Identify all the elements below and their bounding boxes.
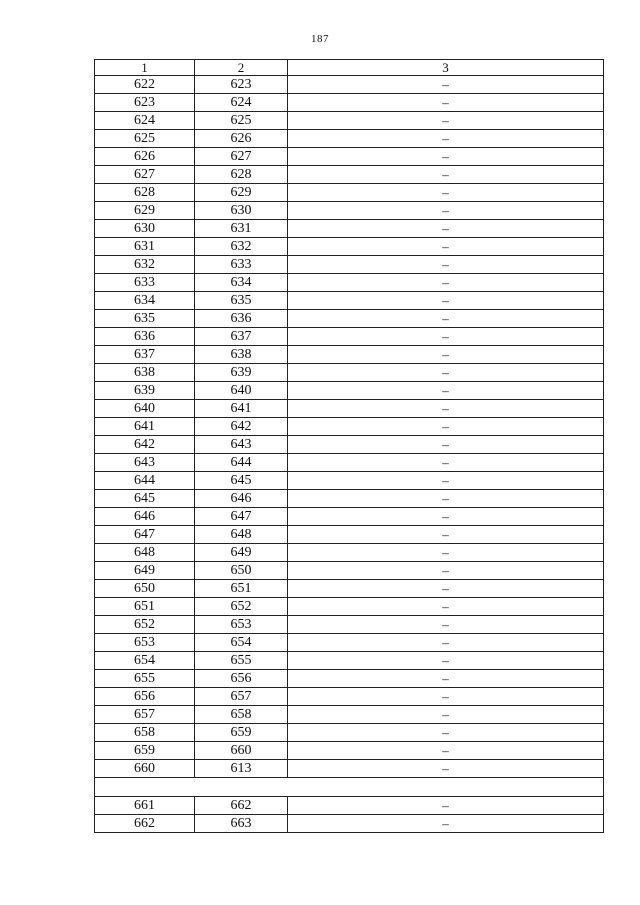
table-cell-col-3: –: [288, 598, 604, 616]
column-header-3: 3: [288, 60, 604, 76]
table-cell-col-1: 628: [95, 184, 195, 202]
table-cell-col-2: 658: [195, 706, 288, 724]
column-header-2: 2: [195, 60, 288, 76]
table-cell-col-3: –: [288, 670, 604, 688]
table-row: [95, 292, 604, 310]
table-cell-col-1: 633: [95, 274, 195, 292]
table-cell-col-1: 631: [95, 238, 195, 256]
table-cell-col-3: –: [288, 436, 604, 454]
table-row: [95, 130, 604, 148]
table-cell-col-1: 637: [95, 346, 195, 364]
table-cell-col-3: –: [288, 346, 604, 364]
table-row: [95, 544, 604, 562]
table-cell-col-2: 626: [195, 130, 288, 148]
table-cell-col-2: 643: [195, 436, 288, 454]
table-cell-col-1: 641: [95, 418, 195, 436]
table-row: [95, 220, 604, 238]
table-row: [95, 580, 604, 598]
table-cell-col-3: –: [288, 815, 604, 833]
table-cell-col-1: 659: [95, 742, 195, 760]
table-row: [95, 94, 604, 112]
data-table: [94, 59, 604, 833]
table-cell-col-2: 629: [195, 184, 288, 202]
table-cell-col-1: 632: [95, 256, 195, 274]
table-cell-col-3: –: [288, 364, 604, 382]
table-row: [95, 382, 604, 400]
table-cell-col-3: –: [288, 688, 604, 706]
table-cell-col-3: –: [288, 292, 604, 310]
table-cell-col-2: 637: [195, 328, 288, 346]
table-row: [95, 526, 604, 544]
table-cell-col-2: 662: [195, 797, 288, 815]
table-cell-col-1: 648: [95, 544, 195, 562]
table-cell-col-1: 645: [95, 490, 195, 508]
table-cell-col-1: 627: [95, 166, 195, 184]
table-cell-col-1: 636: [95, 328, 195, 346]
table-cell-col-1: 639: [95, 382, 195, 400]
table-row: [95, 202, 604, 220]
table-cell-col-2: 627: [195, 148, 288, 166]
table-cell-col-1: 644: [95, 472, 195, 490]
table-cell-col-2: 638: [195, 346, 288, 364]
table-row: [95, 652, 604, 670]
table-cell-col-1: 635: [95, 310, 195, 328]
table-row: [95, 346, 604, 364]
table-separator-row: [95, 778, 604, 797]
table-row: [95, 76, 604, 94]
table-cell-col-3: –: [288, 76, 604, 94]
table-cell-col-2: 641: [195, 400, 288, 418]
table-row: [95, 256, 604, 274]
table-row: [95, 184, 604, 202]
table-cell-col-2: 660: [195, 742, 288, 760]
table-cell-col-2: 663: [195, 815, 288, 833]
table-cell-col-3: –: [288, 166, 604, 184]
table-cell-col-1: 642: [95, 436, 195, 454]
table-cell-col-2: 648: [195, 526, 288, 544]
table-cell-col-2: 624: [195, 94, 288, 112]
table-cell-col-2: 647: [195, 508, 288, 526]
table-cell-col-1: 625: [95, 130, 195, 148]
table-cell-col-3: –: [288, 238, 604, 256]
table-cell-col-3: –: [288, 328, 604, 346]
table-row: [95, 418, 604, 436]
table-row: [95, 797, 604, 815]
page-number: 187: [311, 33, 329, 45]
table-cell-col-2: 623: [195, 76, 288, 94]
table-row: [95, 724, 604, 742]
table-cell-col-1: 656: [95, 688, 195, 706]
table-cell-col-3: –: [288, 724, 604, 742]
table-row: [95, 670, 604, 688]
table-cell-col-3: –: [288, 742, 604, 760]
table-cell-col-3: –: [288, 220, 604, 238]
table-cell-col-1: 653: [95, 634, 195, 652]
table-cell-col-1: 629: [95, 202, 195, 220]
table-row: [95, 400, 604, 418]
table-cell-col-3: –: [288, 202, 604, 220]
table-cell-col-1: 661: [95, 797, 195, 815]
table-cell-col-3: –: [288, 797, 604, 815]
table-row: [95, 742, 604, 760]
table-row: [95, 454, 604, 472]
table-cell-col-3: –: [288, 400, 604, 418]
table-cell-col-2: 636: [195, 310, 288, 328]
table-cell-col-2: 642: [195, 418, 288, 436]
table-cell-col-1: 647: [95, 526, 195, 544]
table-cell-col-2: 633: [195, 256, 288, 274]
table-row: [95, 598, 604, 616]
table-cell-col-3: –: [288, 310, 604, 328]
table-cell-col-1: 634: [95, 292, 195, 310]
table-cell-col-1: 626: [95, 148, 195, 166]
table-row: [95, 328, 604, 346]
table-cell-col-1: 623: [95, 94, 195, 112]
table-cell-col-1: 638: [95, 364, 195, 382]
table-cell-col-3: –: [288, 130, 604, 148]
table-row: [95, 148, 604, 166]
table-cell-col-1: 654: [95, 652, 195, 670]
table-cell-col-1: 649: [95, 562, 195, 580]
table-row: [95, 310, 604, 328]
table-cell-col-1: 630: [95, 220, 195, 238]
table-cell-col-1: 652: [95, 616, 195, 634]
table-cell-col-2: 659: [195, 724, 288, 742]
table-cell-col-1: 660: [95, 760, 195, 778]
table-row: [95, 760, 604, 778]
table-cell-col-2: 652: [195, 598, 288, 616]
column-header-1: 1: [95, 60, 195, 76]
table-cell-col-3: –: [288, 274, 604, 292]
table-cell-col-2: 628: [195, 166, 288, 184]
table-cell-col-3: –: [288, 256, 604, 274]
table-row: [95, 274, 604, 292]
table-row: [95, 238, 604, 256]
table-cell-col-2: 644: [195, 454, 288, 472]
table-cell-col-1: 624: [95, 112, 195, 130]
table-cell-col-3: –: [288, 382, 604, 400]
table-row: [95, 706, 604, 724]
table-cell-col-1: 662: [95, 815, 195, 833]
table-row: [95, 490, 604, 508]
table-cell-col-3: –: [288, 760, 604, 778]
table-row: [95, 616, 604, 634]
table-cell-col-2: 634: [195, 274, 288, 292]
table-cell-col-3: –: [288, 454, 604, 472]
table-row: [95, 634, 604, 652]
table-cell-col-3: –: [288, 652, 604, 670]
table-cell-col-3: –: [288, 418, 604, 436]
table-cell-col-2: 640: [195, 382, 288, 400]
table-cell-col-3: –: [288, 544, 604, 562]
table-cell-col-2: 635: [195, 292, 288, 310]
table-row: [95, 166, 604, 184]
table-row: [95, 562, 604, 580]
table-cell-col-2: 630: [195, 202, 288, 220]
table-cell-col-1: 640: [95, 400, 195, 418]
table-cell-col-1: 651: [95, 598, 195, 616]
table-cell-col-2: 649: [195, 544, 288, 562]
table-cell-col-2: 625: [195, 112, 288, 130]
table-cell-col-3: –: [288, 526, 604, 544]
table-row: [95, 508, 604, 526]
table-cell-col-2: 632: [195, 238, 288, 256]
table-cell-col-1: 650: [95, 580, 195, 598]
table-cell-col-2: 631: [195, 220, 288, 238]
table-cell-col-1: 655: [95, 670, 195, 688]
table-cell-col-2: 646: [195, 490, 288, 508]
table-row: [95, 364, 604, 382]
table-cell-col-1: 646: [95, 508, 195, 526]
table-cell-col-2: 655: [195, 652, 288, 670]
table-cell-col-3: –: [288, 562, 604, 580]
table-row: [95, 815, 604, 833]
table-cell-col-3: –: [288, 706, 604, 724]
table-cell-col-3: –: [288, 112, 604, 130]
table-cell-col-2: 656: [195, 670, 288, 688]
separator-cell: [95, 778, 604, 797]
table-cell-col-3: –: [288, 508, 604, 526]
table-cell-col-3: –: [288, 490, 604, 508]
table-cell-col-2: 653: [195, 616, 288, 634]
table-cell-col-2: 639: [195, 364, 288, 382]
table-cell-col-3: –: [288, 616, 604, 634]
table-cell-col-2: 651: [195, 580, 288, 598]
table-cell-col-1: 643: [95, 454, 195, 472]
table-cell-col-3: –: [288, 472, 604, 490]
table-row: [95, 688, 604, 706]
table-cell-col-2: 645: [195, 472, 288, 490]
table-row: [95, 436, 604, 454]
table-cell-col-2: 654: [195, 634, 288, 652]
table-row: [95, 472, 604, 490]
table-cell-col-2: 657: [195, 688, 288, 706]
table-row: [95, 112, 604, 130]
table-cell-col-1: 658: [95, 724, 195, 742]
table-cell-col-3: –: [288, 580, 604, 598]
table-cell-col-2: 650: [195, 562, 288, 580]
table-cell-col-3: –: [288, 184, 604, 202]
table-cell-col-3: –: [288, 634, 604, 652]
table-cell-col-3: –: [288, 148, 604, 166]
table-cell-col-1: 622: [95, 76, 195, 94]
table-cell-col-3: –: [288, 94, 604, 112]
table-cell-col-2: 613: [195, 760, 288, 778]
table-header-row: [95, 60, 604, 76]
table-cell-col-1: 657: [95, 706, 195, 724]
